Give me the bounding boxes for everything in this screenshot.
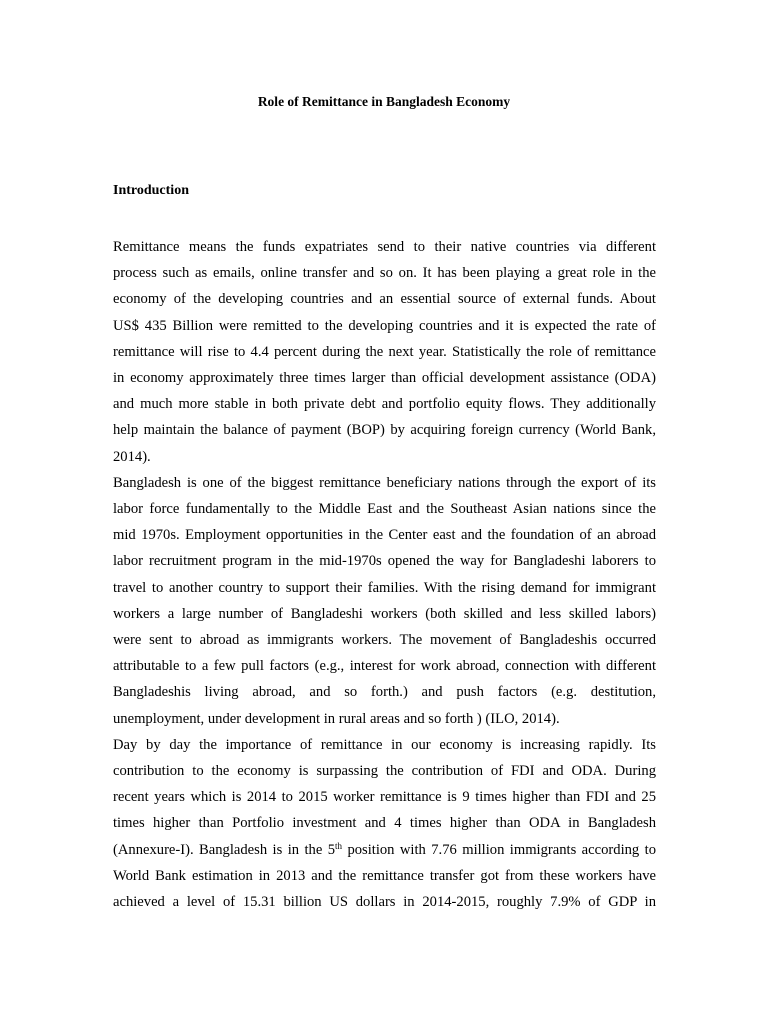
- line-text-after: position with 7.76 million immigrants according to: [342, 841, 656, 858]
- paragraph-1: [113, 234, 656, 470]
- paragraph-line: and much more stable in both private debt and portfolio equity flows. They additionally: [113, 396, 656, 413]
- document-body: [113, 234, 656, 915]
- paragraph-line: workers a large number of Bangladeshi workers (both skilled and less skilled labors): [113, 605, 656, 622]
- paragraph-line: mid 1970s. Employment opportunities in the Center east and the foundation of an abroad: [113, 527, 656, 544]
- section-heading-introduction: Introduction: [113, 183, 189, 198]
- paragraph-line: were sent to abroad as immigrants workers. The movement of Bangladeshis occurred: [113, 632, 656, 649]
- paragraph-line-with-superscript: [113, 837, 656, 863]
- paragraph-line: recent years which is 2014 to 2015 worker remittance is 9 times higher than FDI and 25: [113, 789, 656, 806]
- paragraph-line: unemployment, under development in rural areas and so forth ) (ILO, 2014).: [113, 710, 560, 727]
- paragraph-line: process such as emails, online transfer and so on. It has been playing a great role in the: [113, 265, 656, 282]
- paragraph-2: [113, 470, 656, 732]
- paragraph-line: help maintain the balance of payment (BOP) by acquiring foreign currency (World Bank,: [113, 422, 656, 439]
- superscript-ordinal: th: [335, 840, 343, 851]
- paragraph-line: in economy approximately three times larger than official development assistance (ODA): [113, 370, 656, 387]
- paragraph-line: economy of the developing countries and an essential source of external funds. About: [113, 291, 656, 308]
- document-title: Role of Remittance in Bangladesh Economy: [257, 94, 511, 109]
- paragraph-line: Day by day the importance of remittance in our economy is increasing rapidly. Its: [113, 736, 656, 753]
- paragraph-line: contribution to the economy is surpassing the contribution of FDI and ODA. During: [113, 763, 656, 780]
- paragraph-line: World Bank estimation in 2013 and the remittance transfer got from these workers have: [113, 867, 656, 884]
- paragraph-line: times higher than Portfolio investment and 4 times higher than ODA in Bangladesh: [113, 815, 656, 832]
- line-text-before: (Annexure-I). Bangladesh is in the 5: [113, 841, 336, 858]
- paragraph-line: Bangladeshis living abroad, and so forth.) and push factors (e.g. destitution,: [113, 684, 656, 701]
- paragraph-line: Bangladesh is one of the biggest remittance beneficiary nations through the export of its: [113, 474, 656, 491]
- paragraph-line: remittance will rise to 4.4 percent during the next year. Statistically the role of remittance: [113, 343, 656, 360]
- paragraph-line: achieved a level of 15.31 billion US dollars in 2014-2015, roughly 7.9% of GDP in: [113, 894, 656, 911]
- paragraph-line: labor recruitment program in the mid-1970s opened the way for Bangladeshi laborers to: [113, 553, 656, 570]
- paragraph-line: US$ 435 Billion were remitted to the developing countries and it is expected the rate of: [113, 317, 656, 334]
- paragraph-line: Remittance means the funds expatriates send to their native countries via different: [113, 239, 656, 255]
- paragraph-line: 2014).: [113, 448, 151, 465]
- paragraph-line: labor force fundamentally to the Middle East and the Southeast Asian nations since the: [113, 501, 656, 518]
- paragraph-line: attributable to a few pull factors (e.g., interest for work abroad, connection with different: [113, 658, 656, 675]
- paragraph-line: travel to another country to support their families. With the rising demand for immigrant: [113, 579, 656, 596]
- paragraph-3: [113, 732, 656, 915]
